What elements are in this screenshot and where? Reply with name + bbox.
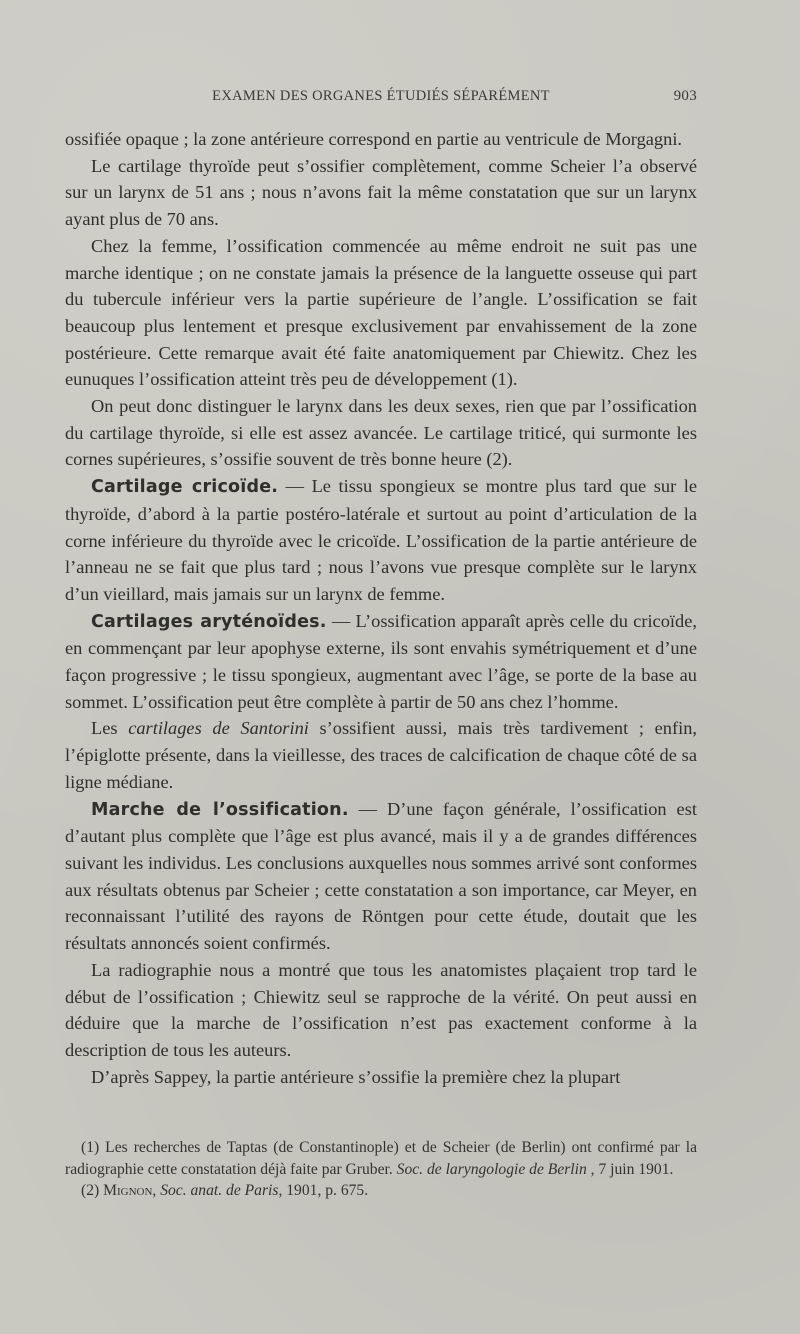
footnote-2-author: Mignon — [103, 1182, 153, 1200]
main-text — [65, 126, 697, 1090]
footnote-2 — [65, 1180, 697, 1202]
text-santorini-rest: s’ossifient aussi, mais très tardivement ; enfin, l’épiglotte présente, dans la vieillesse, des traces de calcification de chaque côté de sa ligne médiane. — [65, 718, 697, 792]
text-cricoid: — Le tissu spongieux se montre plus tard que sur le thyroïde, d’abord à la partie postéro-latérale et surtout au point d’articulation de la corne inférieure du thyroïde avec le cricoïde. L’ossification de la partie antérieure de l’anneau ne se fait que plus tard ; nous l’avons vue presque complète sur le larynx d’un vieillard, mais jamais sur un larynx de femme. — [65, 476, 698, 604]
text-marche: — D’une façon générale, l’ossification est d’autant plus complète que l’âge est plus avancé, mais il y a de grandes différences suivant les individus. Les conclusions auxquelles nous sommes arrivé sont conformes aux résultats obtenus par Scheier ; cette constatation a son importance, car Meyer, en reconnaissant l’utilité des rayons de Röntgen pour cette étude, doutait que les résultats annoncés soient confirmés. — [65, 798, 697, 954]
paragraph-9: La radiographie nous a montré que tous les anatomistes plaçaient trop tard le début de l’ossification ; Chiewitz seul se rapproche de la vérité. On peut aussi en déduire que la marche de l’ossification n’est pas exactement conforme à la description de tous les auteurs. — [65, 959, 697, 1060]
heading-cricoid: Cartilage cricoïde. — [91, 477, 279, 498]
paragraph-10: D’après Sappey, la partie antérieure s’ossifie la première chez la plupart — [91, 1066, 621, 1087]
footnote-1-end: , 7 juin 1901. — [586, 1160, 674, 1178]
footnote-2-start: (2) — [81, 1182, 104, 1200]
heading-marche: Marche de l’ossification. — [91, 799, 349, 820]
footnote-2-italic: Soc. anat. de Paris — [160, 1182, 279, 1200]
paragraph-2: Le cartilage thyroïde peut s’ossifier complètement, comme Scheier l’a observé sur un larynx de 51 ans ; nous n’avons fait la même constatation que sur un larynx ayant plus de 70 ans. — [65, 155, 697, 230]
footnote-2-sep: , — [152, 1182, 161, 1200]
running-title: EXAMEN DES ORGANES ÉTUDIÉS SÉPARÉMENT — [212, 88, 550, 104]
text-santorini-start: Les — [91, 718, 129, 739]
paragraph-3: Chez la femme, l’ossification commencée au même endroit ne suit pas une marche identique ; on ne constate jamais la présence de la languette osseuse qui part du tubercule inférieur vers la partie supérieure de l’angle. L’ossification se fait beaucoup plus lentement et presque exclusivement par envahissement de la zone postérieure. Cette remarque avait été faite anatomiquement par Chiewitz. Chez les eunuques l’ossification atteint très peu de développement (1). — [65, 235, 697, 390]
text-arytenoid: — L’ossification apparaît après celle du cricoïde, en commençant par leur apophyse externe, ils sont envahis symétriquement et d’une façon progressive ; le tissu spongieux, augmentant avec l’âge, se porte de la base au sommet. L’ossification peut être complète à partir de 50 ans chez l’homme. — [65, 610, 697, 712]
paragraph-marche — [65, 796, 697, 957]
footnotes — [65, 1137, 697, 1202]
paragraph-cricoid — [65, 473, 697, 608]
page-number: 903 — [673, 88, 697, 104]
paragraph-arytenoid — [65, 608, 697, 716]
heading-arytenoid: Cartilages aryténoïdes. — [91, 611, 327, 632]
footnote-1-italic: Soc. de laryngologie de Berlin — [396, 1160, 587, 1178]
text-santorini-italic: cartilages de Santorini — [128, 718, 309, 739]
page-header — [65, 88, 697, 112]
paragraph-1: ossifiée opaque ; la zone antérieure correspond en partie au ventricule de Morgagni. — [65, 129, 683, 149]
footnote-2-end: , 1901, p. 675. — [278, 1182, 369, 1200]
paragraph-4: On peut donc distinguer le larynx dans les deux sexes, rien que par l’ossification du cartilage thyroïde, si elle est assez avancée. Le cartilage triticé, qui surmonte les cornes supérieures, s’ossifie souvent de très bonne heure (2). — [65, 396, 697, 470]
footnote-1-text: (1) Les recherches de Taptas (de Constantinople) et de Scheier (de Berlin) ont confirmé par la radiographie cette constatation déjà faite par Gruber. — [65, 1139, 697, 1178]
footnote-1 — [65, 1137, 697, 1180]
paragraph-santorini — [65, 715, 697, 795]
